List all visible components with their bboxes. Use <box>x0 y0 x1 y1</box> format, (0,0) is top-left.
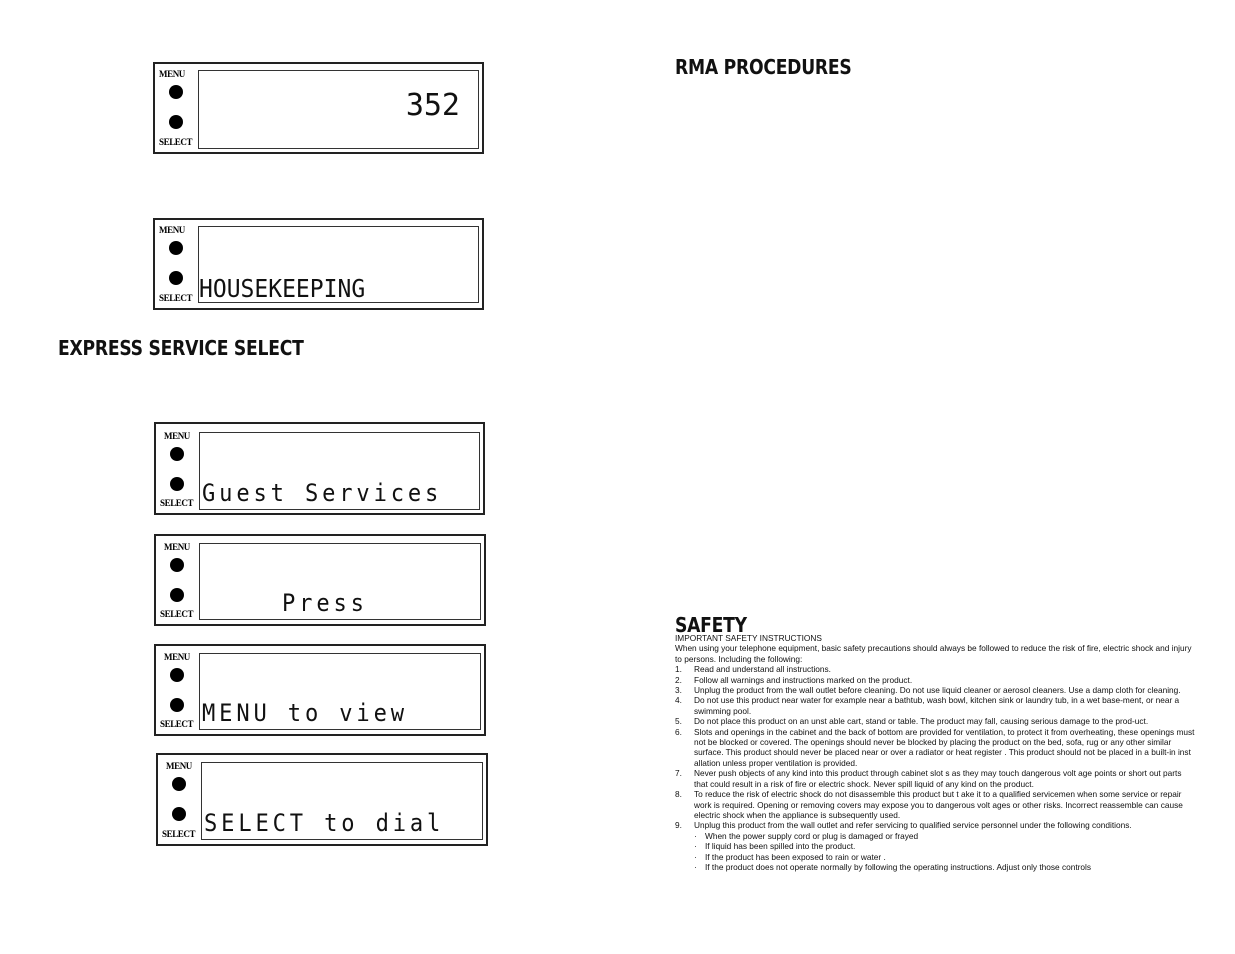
lcd-screen <box>198 70 479 149</box>
safety-item <box>675 768 1195 789</box>
item-number: 9. <box>675 820 682 831</box>
menu-label: MENU <box>166 761 192 771</box>
menu-label: MENU <box>159 225 185 235</box>
lcd-text-room-number: 352 <box>405 88 460 123</box>
select-label: SELECT <box>160 498 194 508</box>
item-text: Slots and openings in the cabinet and the back of bottom are provided for ventilation, to protect it from overheating, these openings must not be blocked or covered. The openings should never be blocked by placing the product on the bed, sofa, rug or any other similar surface. This product should never be placed near or over a radiator or heat register . This product should not be placed in a built-in inst allation unless proper ventilation is provided. <box>694 726 1195 768</box>
item-text: Do not use this product near water for example near a bathtub, wash bowl, kitchen sink or laundry tub, in a wet base-ment, or near a swimming pool. <box>694 695 1180 716</box>
lcd-screen <box>199 543 481 620</box>
item-number: 2. <box>675 674 682 685</box>
safety-item <box>675 685 1195 695</box>
item-number: 7. <box>675 768 682 779</box>
select-button-icon <box>170 588 184 602</box>
select-label: SELECT <box>160 719 194 729</box>
item-text: Unplug this product from the wall outlet and refer servicing to qualified service personnel under the following conditions. <box>694 820 1132 831</box>
select-button-icon <box>170 477 184 491</box>
condition-item: · If liquid has been spilled into the product. <box>694 841 1195 851</box>
menu-label: MENU <box>164 542 190 552</box>
safety-instructions <box>675 633 1195 872</box>
item-number: 3. <box>675 685 682 696</box>
lcd-display-guest-services <box>154 422 485 515</box>
item-text: Follow all warnings and instructions marked on the product. <box>694 674 913 685</box>
menu-label: MENU <box>164 652 190 662</box>
rma-procedures-heading: RMA PROCEDURES <box>675 55 852 79</box>
item-number: 1. <box>675 664 682 675</box>
item-number: 4. <box>675 695 682 706</box>
select-label: SELECT <box>160 609 194 619</box>
select-button-icon <box>170 698 184 712</box>
lcd-text-press: Press <box>282 589 368 617</box>
safety-heading: SAFETY <box>675 613 747 637</box>
item-text: Do not place this product on an unst able cart, stand or table. The product may fall, causing serious damage to the prod-uct. <box>694 716 1149 727</box>
lcd-display-room-number <box>153 62 484 154</box>
safety-item <box>675 820 1195 872</box>
select-button-icon <box>169 271 183 285</box>
lcd-display-press <box>154 534 486 626</box>
item-text: Unplug the product from the wall outlet before cleaning. Do not use liquid cleaner or aerosol cleaners. Use a damp cloth for cleaning. <box>694 685 1181 696</box>
safety-list <box>675 664 1195 872</box>
item-text: Never push objects of any kind into this product through cabinet slot s as they may touch dangerous volt age points or short out parts that could result in a risk of fire or electric shock. Never spill liquid of any kind on the product. <box>694 768 1182 789</box>
menu-button-icon <box>169 241 183 255</box>
select-button-icon <box>169 115 183 129</box>
lcd-screen <box>199 432 480 510</box>
menu-button-icon <box>170 558 184 572</box>
condition-item: · If the product does not operate normally by following the operating instructions. Adjust only those controls <box>694 862 1195 872</box>
select-label: SELECT <box>162 829 196 839</box>
lcd-text-menu-to-view: MENU to view <box>202 699 408 727</box>
lcd-text-guest-services: Guest Services <box>202 479 443 507</box>
menu-button-icon <box>172 777 186 791</box>
lcd-text-housekeeping: HOUSEKEEPING <box>199 274 366 303</box>
safety-item <box>675 675 1195 685</box>
lcd-screen <box>199 653 481 730</box>
express-service-select-heading: EXPRESS SERVICE SELECT <box>58 336 304 360</box>
condition-item: · When the power supply cord or plug is damaged or frayed <box>694 831 1195 841</box>
safety-item <box>675 695 1195 716</box>
safety-item <box>675 664 1195 674</box>
safety-subheading: IMPORTANT SAFETY INSTRUCTIONS <box>675 633 822 643</box>
safety-item <box>675 727 1195 769</box>
safety-conditions-list <box>694 831 1195 873</box>
menu-label: MENU <box>164 431 190 441</box>
item-number: 8. <box>675 789 682 800</box>
lcd-display-housekeeping <box>153 218 484 310</box>
item-text: Read and understand all instructions. <box>694 664 831 675</box>
menu-button-icon <box>170 447 184 461</box>
safety-item <box>675 716 1195 726</box>
safety-item <box>675 789 1195 820</box>
condition-item: · If the product has been exposed to rain or water . <box>694 852 1195 862</box>
select-button-icon <box>172 807 186 821</box>
lcd-display-menu-to-view <box>154 644 486 736</box>
menu-label: MENU <box>159 69 185 79</box>
select-label: SELECT <box>159 137 193 147</box>
item-number: 6. <box>675 726 682 737</box>
lcd-screen <box>201 762 483 840</box>
lcd-screen <box>198 226 479 303</box>
select-label: SELECT <box>159 293 193 303</box>
menu-button-icon <box>169 85 183 99</box>
menu-button-icon <box>170 668 184 682</box>
item-text: To reduce the risk of electric shock do not disassemble this product but t ake it to a qualified servicemen when some service or repair work is required. Opening or removing covers may expose you to dangerous volt ages or other risks. Incorrect reassemble can cause electric shock when the appliance is subsequently used. <box>694 789 1183 820</box>
lcd-display-select-to-dial <box>156 753 488 846</box>
lcd-text-select-to-dial: SELECT to dial <box>204 809 445 837</box>
item-number: 5. <box>675 716 682 727</box>
safety-intro: When using your telephone equipment, basic safety precautions should always be followed to reduce the risk of fire, electric shock and injury to persons. Including the following: <box>675 643 1192 664</box>
